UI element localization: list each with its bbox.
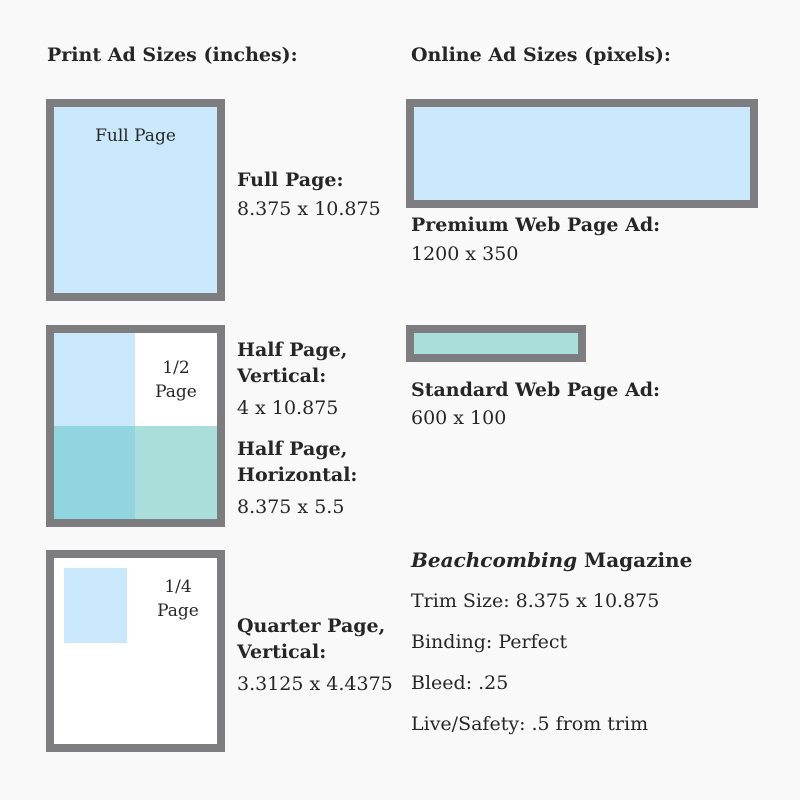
quarter-page-title-line2: Vertical: bbox=[237, 641, 327, 663]
quarter-page-size: 3.3125 x 4.4375 bbox=[237, 673, 393, 695]
half-page-ad-label bbox=[135, 356, 217, 404]
premium-web-ad-diagram bbox=[406, 99, 758, 208]
full-page-size: 8.375 x 10.875 bbox=[237, 198, 381, 220]
quarter-page-title bbox=[237, 613, 385, 665]
print-sizes-heading: Print Ad Sizes (inches): bbox=[47, 44, 298, 66]
quarter-page-ad-label bbox=[139, 575, 217, 623]
standard-web-ad-size: 600 x 100 bbox=[411, 407, 507, 429]
magazine-name-rest: Magazine bbox=[577, 548, 693, 572]
half-page-vertical-title-line1: Half Page, bbox=[237, 339, 348, 361]
full-page-ad-label: Full Page bbox=[95, 126, 176, 146]
quarter-page-label-line1: 1/4 bbox=[164, 577, 192, 597]
binding: Binding: Perfect bbox=[411, 631, 568, 653]
premium-web-ad-title: Premium Web Page Ad: bbox=[411, 214, 661, 236]
half-page-vertical-title bbox=[237, 337, 347, 389]
quarter-page-ad-diagram bbox=[46, 550, 225, 752]
online-sizes-heading: Online Ad Sizes (pixels): bbox=[411, 44, 671, 66]
premium-web-ad-size: 1200 x 350 bbox=[411, 243, 519, 265]
half-page-overlap-area bbox=[54, 426, 135, 519]
half-page-vertical-title-line2: Vertical: bbox=[237, 365, 327, 387]
trim-size: Trim Size: 8.375 x 10.875 bbox=[411, 590, 660, 612]
standard-web-ad-title: Standard Web Page Ad: bbox=[411, 379, 661, 401]
quarter-page-label-line2: Page bbox=[157, 601, 199, 621]
half-page-vertical-top-area bbox=[54, 333, 135, 426]
half-page-ad-diagram bbox=[46, 325, 225, 527]
standard-web-ad-area bbox=[414, 333, 578, 354]
half-page-horizontal-size: 8.375 x 5.5 bbox=[237, 496, 345, 518]
magazine-name-italic: Beachcombing bbox=[411, 548, 578, 572]
half-page-horizontal-title-line1: Half Page, bbox=[237, 438, 348, 460]
bleed: Bleed: .25 bbox=[411, 672, 509, 694]
half-page-label-line1: 1/2 bbox=[162, 358, 190, 378]
full-page-title: Full Page: bbox=[237, 169, 344, 191]
live-safety: Live/Safety: .5 from trim bbox=[411, 713, 649, 735]
half-page-horizontal-area bbox=[135, 426, 217, 519]
standard-web-ad-diagram bbox=[406, 325, 586, 362]
premium-web-ad-area bbox=[414, 107, 750, 200]
half-page-horizontal-title bbox=[237, 436, 357, 488]
full-page-ad-diagram bbox=[46, 99, 225, 301]
half-page-vertical-size: 4 x 10.875 bbox=[237, 397, 339, 419]
quarter-page-title-line1: Quarter Page, bbox=[237, 615, 386, 637]
half-page-horizontal-title-line2: Horizontal: bbox=[237, 464, 358, 486]
quarter-page-ad-area bbox=[64, 568, 127, 643]
magazine-name bbox=[411, 548, 692, 572]
half-page-label-line2: Page bbox=[155, 382, 197, 402]
